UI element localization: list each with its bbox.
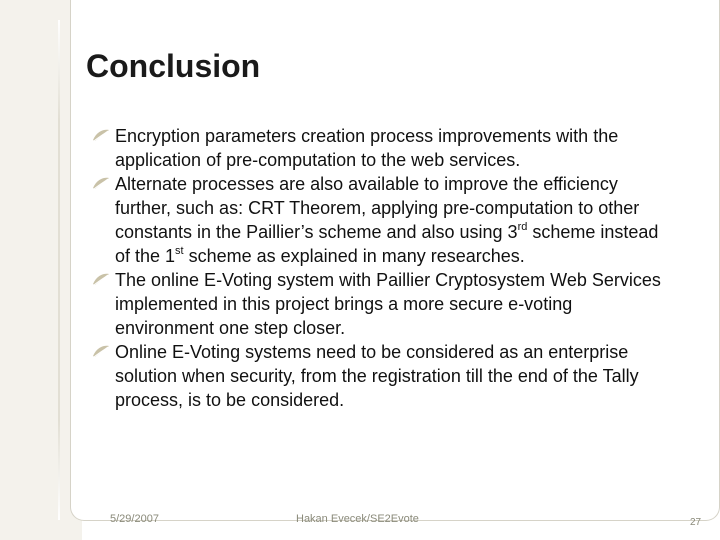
bullet-text-segment: Encryption parameters creation process improvements with the application of pre-computation to the web services. bbox=[115, 126, 619, 170]
bullet-text-segment: Online E-Voting systems need to be considered as an enterprise solution when security, from the registration till the end of the Tally process, is to be considered. bbox=[115, 342, 639, 410]
ordinal-superscript: st bbox=[175, 245, 184, 257]
leaf-bullet-icon bbox=[92, 272, 110, 288]
bullet-item bbox=[92, 340, 672, 412]
bullet-item bbox=[92, 172, 672, 268]
bullet-text bbox=[115, 126, 618, 170]
leaf-bullet-icon bbox=[92, 128, 110, 144]
page-number: 27 bbox=[690, 517, 702, 528]
bullet-item bbox=[92, 124, 672, 172]
bullet-text-segment: scheme as explained in many researches. bbox=[183, 246, 525, 266]
bullet-text bbox=[115, 342, 639, 410]
slide-title: Conclusion bbox=[86, 48, 261, 84]
bullet-text bbox=[115, 270, 661, 338]
bullet-text-segment: Alternate processes are also available to improve the efficiency further, such as: CRT Theorem, applying pre-computation to other constants in the Paillier’s scheme and also using 3 bbox=[115, 174, 640, 242]
footer-date: 5/29/2007 bbox=[110, 513, 159, 525]
frame-edge-divider bbox=[58, 20, 60, 520]
bullet-item bbox=[92, 268, 672, 340]
ordinal-superscript: rd bbox=[517, 221, 528, 233]
footer-author: Hakan Evecek/SE2Evote bbox=[296, 513, 419, 525]
bullet-text bbox=[115, 174, 658, 266]
leaf-bullet-icon bbox=[92, 176, 110, 192]
bullet-text-segment: scheme instead of the 1 bbox=[115, 222, 659, 266]
bullet-text-segment: The online E-Voting system with Paillier Cryptosystem Web Services implemented in this project brings a more secure e-voting environment one step closer. bbox=[115, 270, 661, 338]
bullet-list bbox=[92, 124, 672, 412]
leaf-bullet-icon bbox=[92, 344, 110, 360]
